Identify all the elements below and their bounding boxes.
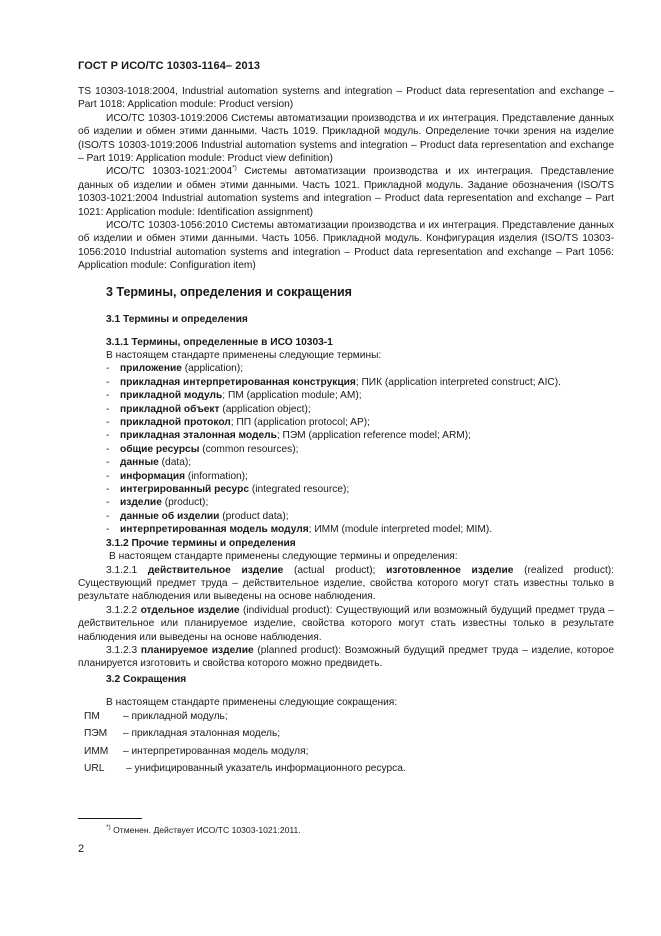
subsection-heading: 3.1 Термины и определения (106, 314, 248, 325)
term-text (106, 470, 248, 483)
term-item (78, 443, 614, 456)
term-text (106, 429, 471, 442)
list-dash: - (106, 510, 110, 522)
list-dash: - (106, 430, 110, 442)
terms-block (78, 349, 614, 671)
term-name: данные (120, 457, 159, 469)
list-dash: - (106, 417, 110, 429)
term-text (106, 456, 191, 469)
reference-item: ИСО/ТС 10303-1019:2006 Системы автоматизации производства и их интеграция. Представление данных об изделии и обмен этими данными. Часть 1019. Прикладной модуль. Определение точки зрения на изделие (ISO/TS 10303-1019:2006 Industrial automation systems and integration – Product data representation and exchange – Part 1019: Application module: Product view definition) (78, 112, 614, 165)
abbreviation-row (84, 762, 604, 779)
term-name: данные об изделии (120, 510, 220, 522)
term-rest: (product data); (219, 510, 289, 522)
term-name: общие ресурсы (120, 443, 200, 455)
term-name: прикладной протокол (120, 417, 231, 429)
list-dash: - (106, 524, 110, 536)
term-item (78, 429, 614, 442)
reference-item: ИСО/ТС 10303-1056:2010 Системы автоматизации производства и их интеграция. Представление данных об изделии и обмен этими данными. Часть 1056. Прикладной модуль. Конфигурация изделия (ISO/TS 10303-1056:2010 Industrial automation systems and integration – Product data representation and exchange – Part 1056: Application module: Configuration item) (78, 220, 614, 272)
term-name: прикладная интерпретированная конструкция (120, 376, 356, 388)
abbreviations-intro: В настоящем стандарте применены следующие сокращения: (106, 697, 398, 708)
list-dash: - (106, 403, 110, 415)
list-dash: - (106, 470, 110, 482)
term-text (106, 523, 492, 536)
term-name: изделие (120, 497, 162, 509)
references-block (78, 85, 614, 273)
term-text (106, 403, 311, 416)
definition-item: 3.1.2.3 планируемое изделие (planned product): Возможный будущий предмет труда – изделие, которое планируется изготовить и свойства которого можно предвидеть. (78, 644, 614, 670)
footnote: *) Отменен. Действует ИСО/ТС 10303-1021:2011. (106, 824, 301, 835)
abbreviation-row (84, 710, 604, 727)
term-text (106, 416, 370, 429)
subsection-heading: 3.2 Сокращения (106, 674, 187, 685)
list-dash: - (106, 443, 110, 455)
term-rest: ; ПМ (application module; AM); (222, 390, 362, 402)
footnote-divider (78, 818, 142, 819)
terms-list (78, 362, 614, 536)
term-rest: (common resources); (199, 443, 299, 455)
term-rest: ; ИММ (module interpreted model; MIM). (308, 524, 493, 536)
abbreviation-key: ПЭМ (84, 728, 108, 740)
term-rest: (application); (181, 363, 244, 375)
definition-item: 3.1.2.1 действительное изделие (actual product); изготовленное изделие (realized product): Существующий предмет труда – действительное изделие, свойства которого могут стать известны только в результате наблюдения или выведены на основе наблюдения. (78, 564, 614, 603)
term-rest: ; ПЭМ (application reference model; ARM); (276, 430, 472, 442)
abbreviation-value: – интерпретированная модель модуля; (123, 745, 309, 757)
abbreviation-row (84, 745, 604, 762)
term-item (78, 483, 614, 496)
term-rest: (product); (161, 497, 209, 509)
abbreviation-key: ПМ (84, 711, 100, 722)
term-name: интерпретированная модель модуля (120, 524, 309, 536)
term-item (78, 362, 614, 375)
term-rest: ; ПП (application protocol; AP); (230, 417, 370, 429)
term-item (78, 416, 614, 429)
term-text (106, 389, 362, 402)
list-dash: - (106, 390, 110, 402)
reference-item: TS 10303-1018:2004, Industrial automation systems and integration – Product data representation and exchange – Part 1018: Application module: Product version) (78, 86, 614, 111)
list-dash: - (106, 376, 110, 388)
term-item (78, 376, 614, 389)
term-name: информация (120, 470, 186, 482)
term-rest: (information); (185, 470, 248, 482)
definition-item: 3.1.2.2 отдельное изделие (individual product): Существующий или возможный будущий предмет труда – действительное или планируемое изделие, свойства которого могут стать известны только в результате наблюдения или выведены на основе наблюдения. (78, 604, 614, 643)
term-text (106, 496, 208, 509)
term-rest: (application object); (219, 403, 311, 415)
abbreviations-list (84, 710, 604, 779)
term-text (106, 362, 243, 375)
term-name: прикладной объект (120, 403, 220, 415)
section-heading: 3 Термины, определения и сокращения (106, 285, 352, 299)
term-text (106, 376, 561, 389)
reference-item: ИСО/ТС 10303-1021:2004*) Системы автоматизации производства и их интеграция. Представление данных об изделии и обмен этими данными. Часть 1021. Прикладной модуль. Задание обозначения (ISO/TS 10303-1021:2004 Industrial automation systems and integration – Product data representation and exchange – Part 1021: Application module: Identification assignment) (78, 165, 614, 218)
list-dash: - (106, 457, 110, 469)
abbreviation-value: – унифицированный указатель информационного ресурса. (126, 762, 406, 774)
term-item (78, 456, 614, 469)
term-name: прикладной модуль (120, 390, 223, 402)
abbreviation-key: URL (84, 762, 105, 774)
list-dash: - (106, 497, 110, 509)
definitions-intro: В настоящем стандарте применены следующие термины и определения: (109, 551, 458, 563)
page-number: 2 (78, 843, 85, 855)
term-text (106, 483, 349, 496)
term-item (78, 389, 614, 402)
term-text (106, 443, 299, 456)
subsection-heading: 3.1.2 Прочие термины и определения (106, 537, 296, 549)
term-name: прикладная эталонная модель (120, 430, 277, 442)
abbreviation-key: ИММ (84, 745, 109, 757)
term-rest: ; ПИК (application interpreted construct; AIC). (355, 376, 562, 388)
term-item (78, 523, 614, 536)
term-text (106, 510, 289, 523)
abbreviation-value: – прикладной модуль; (123, 711, 228, 722)
term-item (78, 403, 614, 416)
term-rest: (integrated resource); (248, 484, 350, 496)
term-name: интегрированный ресурс (120, 484, 249, 496)
subsection-heading: 3.1.1 Термины, определенные в ИСО 10303-1 (106, 337, 333, 348)
terms-intro: В настоящем стандарте применены следующие термины: (106, 350, 382, 361)
list-dash: - (106, 363, 110, 375)
definitions (78, 564, 614, 671)
term-item (78, 510, 614, 523)
term-item (78, 496, 614, 509)
abbreviation-row (84, 727, 604, 744)
list-dash: - (106, 484, 110, 496)
abbreviation-value: – прикладная эталонная модель; (123, 728, 281, 740)
document-header: ГОСТ Р ИСО/ТС 10303-1164– 2013 (78, 60, 261, 72)
term-name: приложение (120, 363, 182, 375)
footnote-marker: *) (232, 165, 237, 173)
term-rest: (data); (158, 457, 192, 469)
term-item (78, 470, 614, 483)
